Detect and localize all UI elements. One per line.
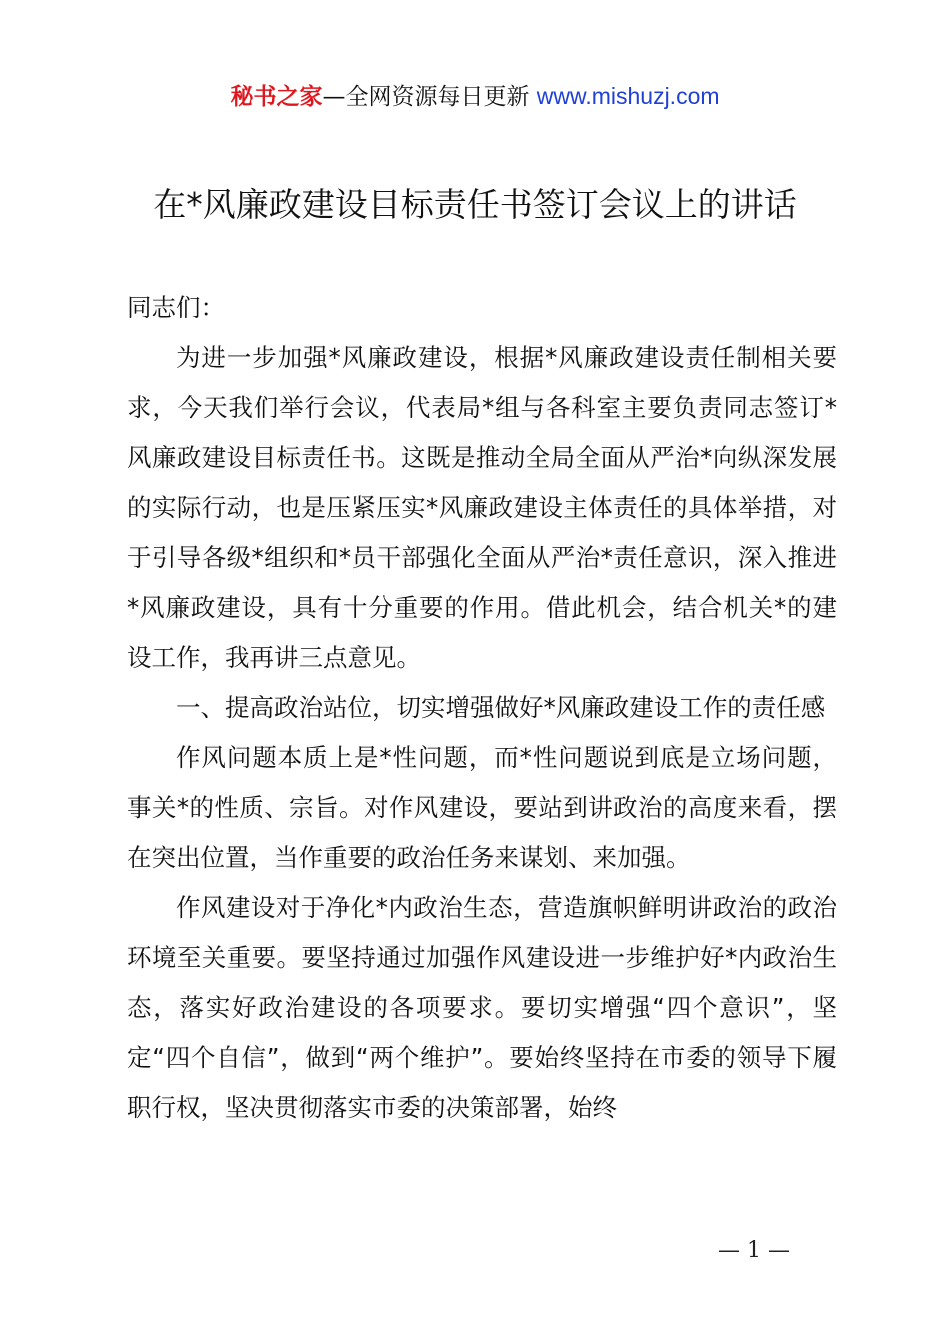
salutation: 同志们： <box>127 293 225 322</box>
document-title: 在*风廉政建设目标责任书签订会议上的讲话 <box>153 185 797 224</box>
document-body <box>127 283 837 1133</box>
section-heading-1: 一、提高政治站位，切实增强做好*风廉政建设工作的责任感 <box>176 693 826 722</box>
brand-name: 秘书之家 <box>230 84 323 110</box>
paragraph-body: 作风问题本质上是*性问题，而*性问题说到底是立场问题，事关*的性质、宗旨。对作风建设，要站到讲政治的高度来看，摆在突出位置，当作重要的政治任务来谋划、来加强。 <box>127 743 837 872</box>
site-header <box>0 80 950 113</box>
paragraph-intro: 为进一步加强*风廉政建设，根据*风廉政建设责任制相关要求，今天我们举行会议，代表局*组与各科室主要负责同志签订*风廉政建设目标责任书。这既是推动全局全面从严治*向纵深发展的实际行动，也是压紧压实*风廉政建设主体责任的具体举措，对于引导各级*组织和*员干部强化全面从严治*责任意识，深入推进*风廉政建设，具有十分重要的作用。借此机会，结合机关*的建设工作，我再讲三点意见。 <box>127 343 837 672</box>
site-url-link[interactable]: www.mishuzj.com <box>536 83 720 109</box>
header-tagline: —全网资源每日更新 <box>322 84 537 110</box>
page-number: — 1 — <box>718 1238 790 1263</box>
paragraph-body: 作风建设对于净化*内政治生态，营造旗帜鲜明讲政治的政治环境至关重要。要坚持通过加强作风建设进一步维护好*内政治生态，落实好政治建设的各项要求。要切实增强“四个意识”，坚定“四个自信”，做到“两个维护”。要始终坚持在市委的领导下履职行权，坚决贯彻落实市委的决策部署，始终 <box>127 893 837 1122</box>
